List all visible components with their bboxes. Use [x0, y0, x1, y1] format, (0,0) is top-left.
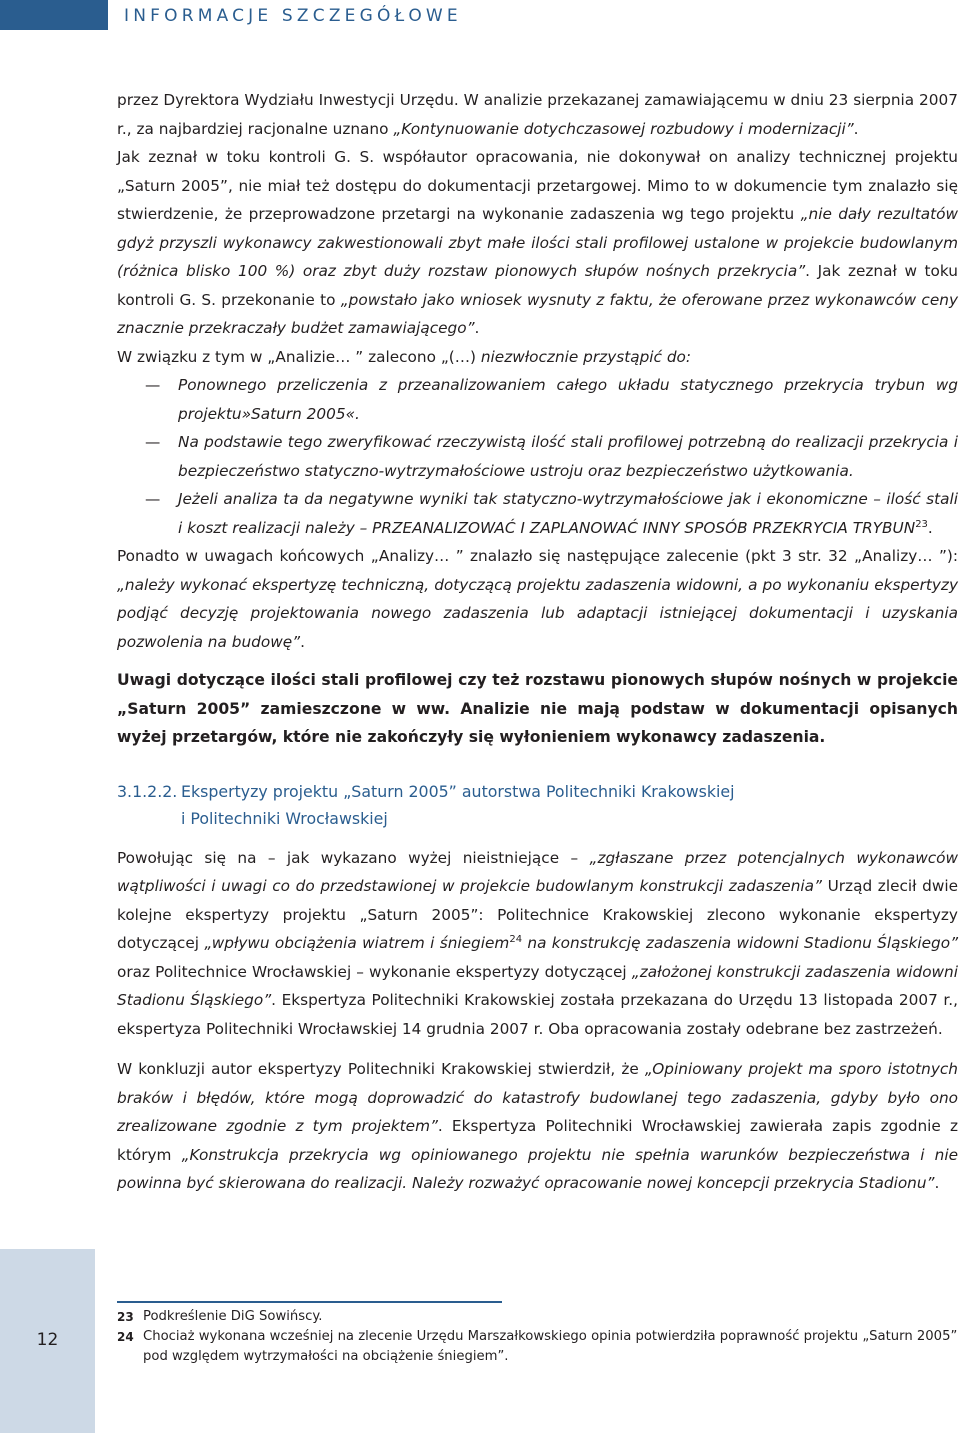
- list-item: — Jeżeli analiza ta da negatywne wyniki tak statyczno-wytrzymałościowe jak i ekonomiczne – ilość stali i koszt realizacji należy – PRZEANALIZOWAĆ I ZAPLANOWAĆ INNY SPOSÓB PRZEKRYCIA TRYBUN$^{23}$.: [117, 485, 958, 542]
- paragraph-1: przez Dyrektora Wydziału Inwestycji Urzędu. W analizie przekazanej zamawiającemu w dniu 23 sierpnia 2007 r., za najbardziej racjonalne uznano „Kontynuowanie dotychczasowej rozbudowy i modernizacji”.: [117, 91, 958, 138]
- page-number: 12: [36, 1330, 59, 1350]
- footnote-23: 23 Podkreślenie DiG Sowińscy.: [117, 1309, 323, 1324]
- running-header-title: INFORMACJE SZCZEGÓŁOWE: [124, 6, 462, 26]
- footnote-ref: 24: [509, 933, 523, 945]
- dash-bullet: —: [145, 433, 161, 451]
- section-title-line2: i Politechniki Wrocławskiej: [181, 808, 388, 828]
- paragraph-5: Powołując się na – jak wykazano wyżej nieistniejące – „zgłaszane przez potencjalnych wykonawców wątpliwości i uwagi co do przedstawionej w projekcie budowlanym konstrukcji zadaszenia” Urząd zlecił dwie kolejne ekspertyzy projektu „Saturn 2005”: Politechnice Krakowskiej zlecono wykonanie ekspertyzy dotyczącej „wpływu obciążenia wiatrem i śniegiem$^{24}$ na konstrukcję zadaszenia widowni Stadionu Śląskiego” oraz Politechnice Wrocławskiej – wykonanie ekspertyzy dotyczącej „założonej konstrukcji zadaszenia widowni Stadionu Śląskiego”. Ekspertyza Politechniki Krakowskiej została przekazana do Urzędu 13 listopada 2007 r., ekspertyza Politechniki Wrocławskiej 14 grudnia 2007 r. Oba opracowania zostały odebrane bez zastrzeżeń.: [117, 848, 959, 1038]
- paragraph-3: W związku z tym w „Analizie… ” zalecono „(…) niezwłocznie przystąpić do:: [117, 347, 692, 366]
- section-heading: [117, 778, 958, 832]
- header-accent-bar: [0, 0, 108, 30]
- section-title-line1: Ekspertyzy projektu „Saturn 2005” autorstwa Politechniki Krakowskiej: [181, 781, 735, 801]
- recommendation-list: [117, 371, 958, 542]
- bold-conclusion: Uwagi dotyczące ilości stali profilowej czy też rozstawu pionowych słupów nośnych w projekcie „Saturn 2005” zamieszczone w ww. Analizie nie mają podstaw w dokumentacji opisanych wyżej przetargów, które nie zakończyły się wyłonieniem wykonawcy zadaszenia.: [117, 671, 958, 746]
- dash-bullet: —: [145, 376, 161, 394]
- paragraph-4: Ponadto w uwagach końcowych „Analizy… ” znalazło się następujące zalecenie (pkt 3 str. 32 „Analizy… ”): „należy wykonać ekspertyzę techniczną, dotyczącą projektu zadaszenia widowni, a po wykonaniu ekspertyzy podjąć decyzję projektowania nowego zadaszenia lub adaptacji istniejącej dokumentacji i uzyskania pozwolenia na budowę”.: [117, 547, 958, 651]
- footnote-divider: [117, 1301, 502, 1303]
- paragraph-2: Jak zeznał w toku kontroli G. S. współautor opracowania, nie dokonywał on analizy technicznej projektu „Saturn 2005”, nie miał też dostępu do dokumentacji przetargowej. Mimo to w dokumencie tym znalazło się stwierdzenie, że przeprowadzone przetargi na wykonanie zadaszenia wg tego projektu „nie dały rezultatów gdyż przyszli wykonawcy zakwestionowali zbyt małe ilości stali profilowej ustalone w projekcie budowlanym (różnica blisko 100 %) oraz zbyt duży rozstaw pionowych słupów nośnych przekrycia”. Jak zeznał w toku kontroli G. S. przekonanie to „powstało jako wniosek wysnuty z faktu, że oferowane przez wykonawców ceny znacznie przekraczały budżet zamawiającego”.: [117, 148, 958, 337]
- dash-bullet: —: [145, 490, 161, 508]
- list-item: — Ponownego przeliczenia z przeanalizowaniem całego układu statycznego przekrycia trybun wg projektu»Saturn 2005«.: [117, 371, 958, 428]
- footnotes: [117, 1307, 958, 1367]
- list-item: — Na podstawie tego zweryfikować rzeczywistą ilość stali profilowej potrzebną do realizacji przekrycia i bezpieczeństwo statyczno-wytrzymałościowe ustroju oraz bezpieczeństwo użytkowania.: [117, 428, 958, 485]
- main-content: [117, 86, 958, 1198]
- footnote-ref: 23: [915, 518, 928, 530]
- paragraph-6: W konkluzji autor ekspertyzy Politechniki Krakowskiej stwierdził, że „Opiniowany projekt ma sporo istotnych braków i błędów, które mogą doprowadzić do katastrofy budowlanej tego zadaszenia, gdyby było ono zrealizowane zgodnie z tym projektem”. Ekspertyza Politechniki Wrocławskiej zawierała zapis zgodnie z którym „Konstrukcja przekrycia wg opiniowanego projektu nie spełnia warunków bezpieczeństwa i nie powinna być skierowana do realizacji. Należy rozważyć opracowanie nowej koncepcji przekrycia Stadionu”.: [117, 1060, 958, 1192]
- footnote-24: 24 Chociaż wykonana wcześniej na zlecenie Urzędu Marszałkowskiego opinia potwierdziła poprawność projektu „Saturn 2005” pod względem wytrzymałości na obciążenie śniegiem”.: [117, 1329, 958, 1364]
- section-number: 3.1.2.2.: [117, 781, 178, 801]
